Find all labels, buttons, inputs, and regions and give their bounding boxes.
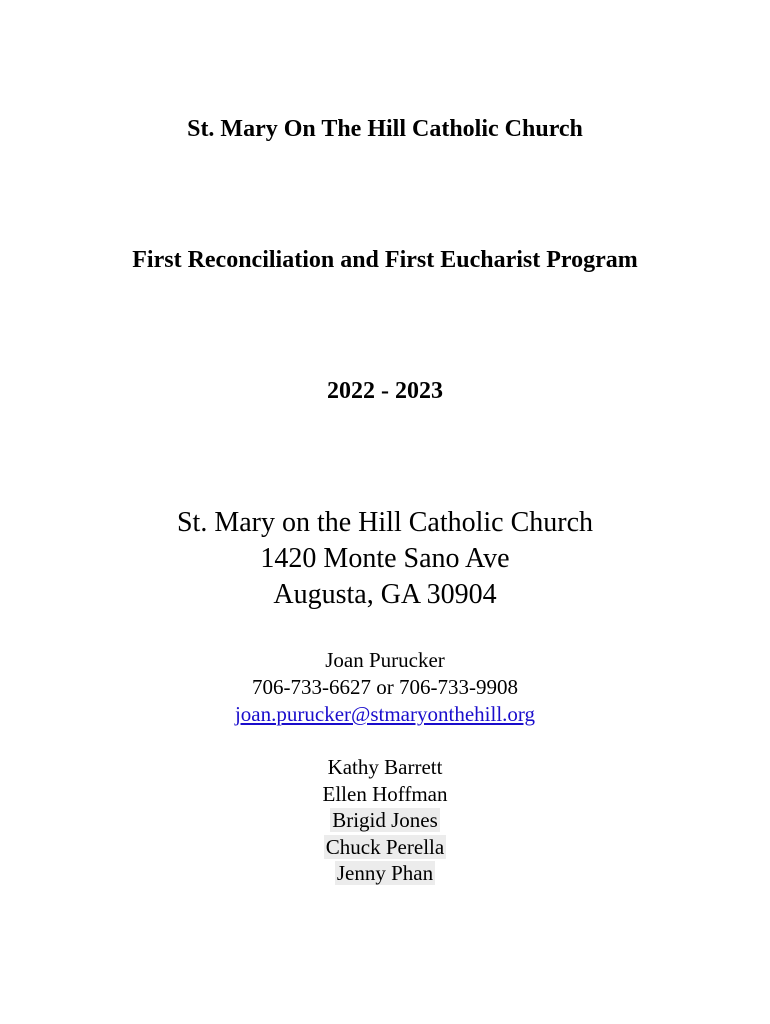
staff-list (0, 754, 770, 887)
program-title: First Reconciliation and First Eucharist Program (132, 247, 638, 273)
staff-name: Jenny Phan (336, 861, 434, 885)
staff-name: Kathy Barrett (327, 755, 443, 779)
staff-name: Brigid Jones (332, 808, 438, 832)
contact-name: Joan Purucker (325, 648, 445, 672)
address-city: Augusta, GA 30904 (273, 579, 497, 610)
address-church-name: St. Mary on the Hill Catholic Church (176, 507, 594, 538)
address-street: 1420 Monte Sano Ave (260, 543, 510, 574)
contact-email-link[interactable]: joan.purucker@stmaryonthehill.org (234, 702, 536, 726)
contact-phones: 706-733-6627 or 706-733-9908 (252, 675, 518, 699)
program-year: 2022 - 2023 (327, 378, 443, 404)
contact-email-line (0, 701, 770, 728)
staff-name: Chuck Perella (325, 834, 445, 859)
staff-name: Ellen Hoffman (322, 781, 448, 806)
church-title: St. Mary On The Hill Catholic Church (187, 116, 583, 142)
